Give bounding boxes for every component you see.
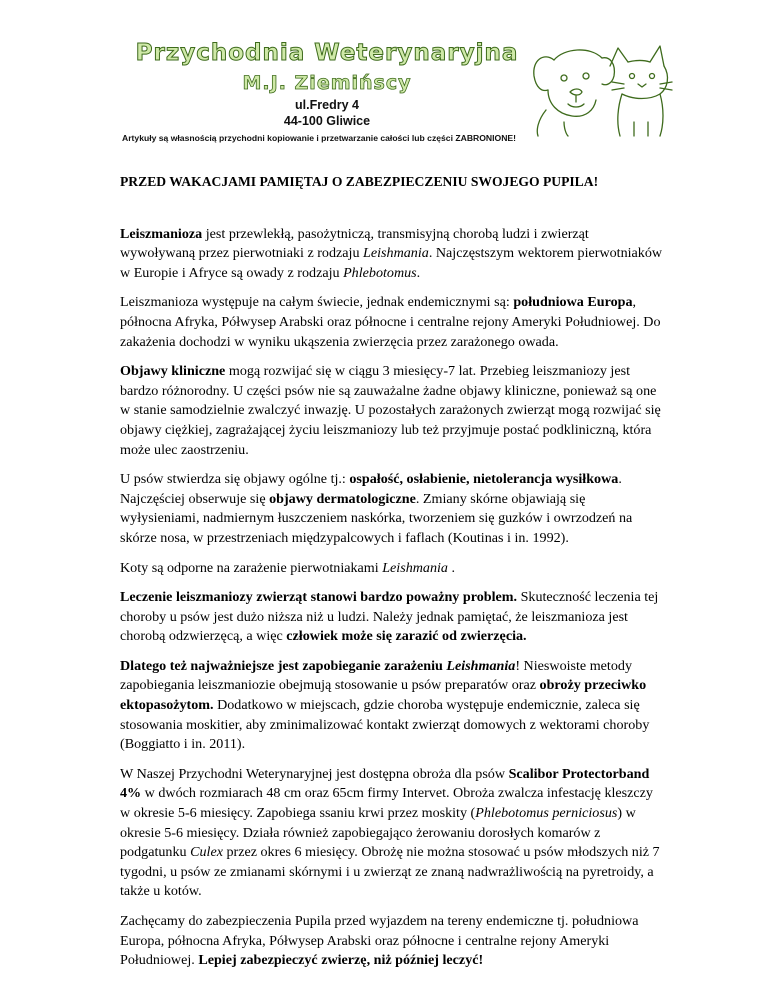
clinic-owners: M.J. Ziemińscy	[242, 72, 412, 94]
text-span: ) w okresie 5-6 miesięcy. Działa również zapobiegająco żerowaniu dorosłych komarów z podgatunku	[120, 805, 636, 861]
bold-text: Objawy kliniczne	[120, 363, 226, 380]
paragraph-dog-symptoms	[120, 470, 664, 548]
clinic-city: 44-100 Gliwice	[283, 114, 371, 128]
product-name: Scalibor Protectorband 4%	[120, 765, 650, 802]
genus-leishmania: Leishmania	[363, 245, 429, 262]
article-body	[120, 172, 664, 981]
text-span: Zachęcamy do zabezpieczenia Pupila przed wyjazdem na tereny endemiczne tj. południowa Europa, północna Afryka, Półwysep Arabski oraz północne i centralne rejony Ameryki Południowej.	[120, 913, 639, 969]
dog-cat-logo-icon	[524, 30, 674, 138]
text-span: ! Nieswoiste metody zapobiegania leiszmaniozie obejmują stosowanie u psów preparatów oraz	[120, 657, 632, 694]
paragraph-definition	[120, 225, 664, 284]
text-span: .	[447, 559, 456, 576]
text-span: W Naszej Przychodni Weterynaryjnej jest dostępna obroża dla psów	[120, 765, 509, 782]
text-span: Dodatkowo w miejscach, gdzie choroba występuje endemicznie, zaleca się stosowania moskitier, aby zminimalizować kontakt zwierząt domowych z wektorami choroby (Boggiatto i in. 2011).	[120, 697, 650, 753]
paragraph-prevention	[120, 657, 664, 755]
paragraph-treatment	[120, 588, 664, 647]
text-span: przez okres 6 miesięcy. Obrożę nie można stosować u psów młodszych niż 7 tygodni, u psów ze zmianami skórnymi i u zwierząt ze znaną nadwrażliwością na pyretroidy, a także u kotów.	[120, 844, 660, 900]
text-span: Skuteczność leczenia tej choroby u psów jest dużo niższa niż u ludzi. Należy jednak pamiętać, że leiszmanioza jest chorobą odzwierzęcą, a więc	[120, 589, 659, 645]
text-span: jest przewlekłą, pasożytniczą, transmisyjną chorobą ludzi i zwierząt wywoływaną przez pierwotniaki z rodzaju	[120, 225, 589, 262]
bold-text: człowiek może się zarazić od zwierzęcia.	[286, 628, 527, 645]
article-heading: PRZED WAKACJAMI PAMIĘTAJ O ZABEZPIECZENIU SWOJEGO PUPILA!	[120, 174, 599, 189]
bold-text: Lepiej zabezpieczyć zwierzę, niż później leczyć!	[198, 952, 484, 969]
paragraph-symptoms	[120, 362, 664, 460]
clinic-name: Przychodnia Weterynaryjna	[135, 40, 519, 66]
paragraph-occurrence	[120, 293, 664, 352]
italic-text: Culex	[190, 844, 223, 861]
text-span: Leiszmanioza występuje na całym świecie, jednak endemicznymi są:	[120, 294, 514, 311]
bold-text: obroży przeciwko ektopasożytom.	[120, 677, 647, 714]
genus-phlebotomus: Phlebotomus	[343, 264, 417, 281]
italic-text: Leishmania	[382, 559, 448, 576]
text-span: . Najczęściej obserwuje się	[120, 471, 622, 507]
bold-text: ospałość, osłabienie, nietolerancja wysiłkowa	[349, 471, 619, 488]
clinic-header	[112, 30, 668, 150]
text-span: w dwóch rozmiarach 48 cm oraz 65cm firmy Intervet. Obroża zwalcza infestację kleszczy w okresie 5-6 miesięcy. Zapobiega ssaniu krwi przez moskity (	[120, 785, 653, 822]
clinic-street: ul.Fredry 4	[295, 98, 359, 112]
paragraph-collar-offer	[120, 765, 664, 902]
bold-text: południowa Europa	[513, 294, 633, 311]
text-span: . Zmiany skórne objawiają się wyłysieniami, nadmiernym łuszczeniem naskórka, tworzeniem się guzków i owrzodzeń na skórze nosa, w przestrzeniach międzypalcowych i faflach (Koutinas i in. 1992).	[120, 490, 633, 546]
paragraph-cats	[120, 559, 664, 579]
term-leiszmanioza: Leiszmanioza	[120, 225, 203, 242]
copyright-notice: Artykuły są własnością przychodni kopiowanie i przetwarzanie całości lub części ZABRONIONE!	[122, 133, 516, 143]
text-span: mogą rozwijać się w ciągu 3 miesięcy-7 lat. Przebieg leiszmaniozy jest bardzo różnorodny. U części psów nie są zauważalne żadne objawy kliniczne, ponieważ są one w stanie samodzielnie zwalczyć inwazję. U pozostałych zarażonych zwierząt mogą rozwijać się objawy ciężkiej, zagrażającej życiu leiszmaniozy lub też przyjmuje postać podkliniczną, która może ulec zaostrzeniu.	[120, 363, 661, 458]
paragraph-closing	[120, 912, 664, 971]
text-span: Koty są odporne na zarażenie pierwotniakami	[120, 559, 383, 576]
text-span: U psów stwierdza się objawy ogólne tj.:	[120, 471, 350, 488]
bold-italic-text: Leishmania	[446, 657, 516, 674]
bold-text: Dlatego też najważniejsze jest zapobieganie zarażeniu	[120, 657, 447, 674]
italic-text: Phlebotomus perniciosus	[475, 805, 618, 822]
bold-text: objawy dermatologiczne	[269, 490, 416, 507]
text-span: . Najczęstszym wektorem pierwotniaków w Europie i Afryce są owady z rodzaju	[120, 245, 663, 281]
text-span: .	[416, 264, 421, 281]
bold-text: Leczenie leiszmaniozy zwierząt stanowi bardzo poważny problem.	[120, 589, 518, 606]
text-span: , północna Afryka, Półwysep Arabski oraz północne i centralne rejony Ameryki Południowej. Do zakażenia dochodzi w wyniku ukąszenia zwierzęcia przez zarażonego owada.	[120, 294, 661, 350]
